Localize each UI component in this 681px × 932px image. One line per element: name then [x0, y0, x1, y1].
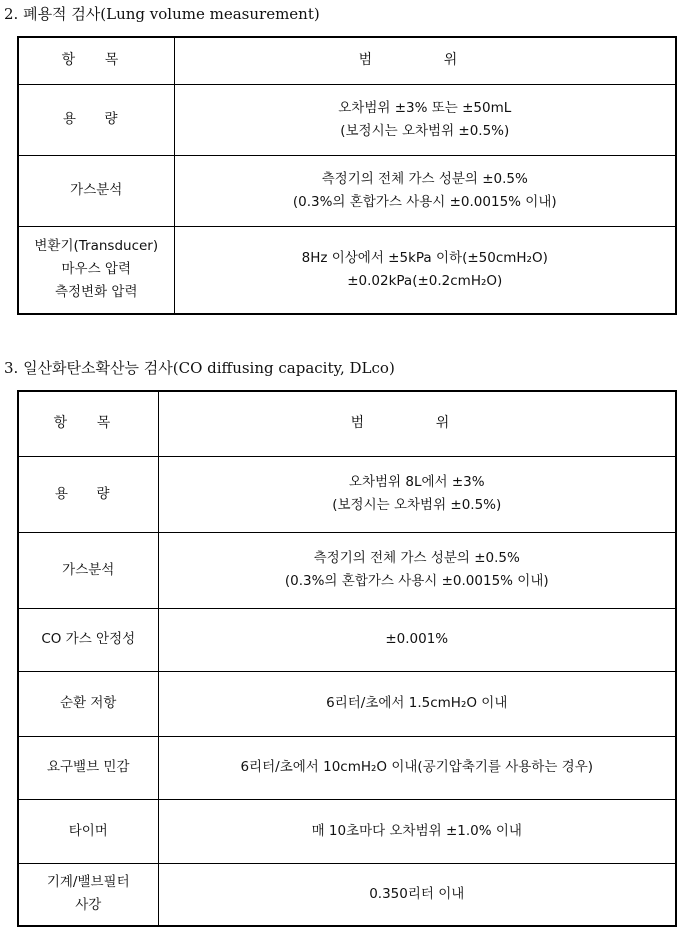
co-diffusing-table: [17, 390, 677, 927]
table-row: [18, 608, 676, 671]
table-row: [18, 532, 676, 608]
range-cell: 0.350리터 이내: [158, 863, 676, 926]
table-row: [18, 863, 676, 926]
range-cell: 8Hz 이상에서 ±5kPa 이하(±50cmH₂O) ±0.02kPa(±0.2cmH₂O): [174, 226, 676, 314]
item-cell: 가스분석: [18, 155, 174, 226]
item-cell: CO 가스 안정성: [18, 608, 158, 671]
table-row: [18, 456, 676, 532]
section-title-co-diffusing: 3. 일산화탄소확산능 검사(CO diffusing capacity, DLco): [4, 359, 395, 377]
item-cell: 변환기(Transducer) 마우스 압력 측정변화 압력: [18, 226, 174, 314]
range-cell: 오차범위 8L에서 ±3% (보정시는 오차범위 ±0.5%): [158, 456, 676, 532]
table-row: [18, 155, 676, 226]
header-range: 범 위: [158, 391, 676, 456]
item-cell: 가스분석: [18, 532, 158, 608]
table-header-row: [18, 391, 676, 456]
table-header-row: [18, 37, 676, 84]
item-cell: 순환 저항: [18, 671, 158, 736]
range-cell: 측정기의 전체 가스 성분의 ±0.5% (0.3%의 혼합가스 사용시 ±0.0015% 이내): [158, 532, 676, 608]
range-cell: 6리터/초에서 1.5cmH₂O 이내: [158, 671, 676, 736]
range-cell: 측정기의 전체 가스 성분의 ±0.5% (0.3%의 혼합가스 사용시 ±0.0015% 이내): [174, 155, 676, 226]
table-row: [18, 671, 676, 736]
item-cell: 용 량: [18, 84, 174, 155]
item-cell: 기계/밸브필터 사강: [18, 863, 158, 926]
table-row: [18, 84, 676, 155]
section-title-lung-volume: 2. 폐용적 검사(Lung volume measurement): [4, 5, 320, 23]
item-cell: 타이머: [18, 799, 158, 863]
header-item: 항 목: [18, 37, 174, 84]
lung-volume-table: [17, 36, 677, 315]
item-cell: 용 량: [18, 456, 158, 532]
range-cell: 오차범위 ±3% 또는 ±50mL (보정시는 오차범위 ±0.5%): [174, 84, 676, 155]
table-row: [18, 226, 676, 314]
range-cell: ±0.001%: [158, 608, 676, 671]
table-row: [18, 799, 676, 863]
header-range: 범 위: [174, 37, 676, 84]
range-cell: 매 10초마다 오차범위 ±1.0% 이내: [158, 799, 676, 863]
table-row: [18, 736, 676, 799]
range-cell: 6리터/초에서 10cmH₂O 이내(공기압축기를 사용하는 경우): [158, 736, 676, 799]
header-item: 항 목: [18, 391, 158, 456]
item-cell: 요구밸브 민감: [18, 736, 158, 799]
